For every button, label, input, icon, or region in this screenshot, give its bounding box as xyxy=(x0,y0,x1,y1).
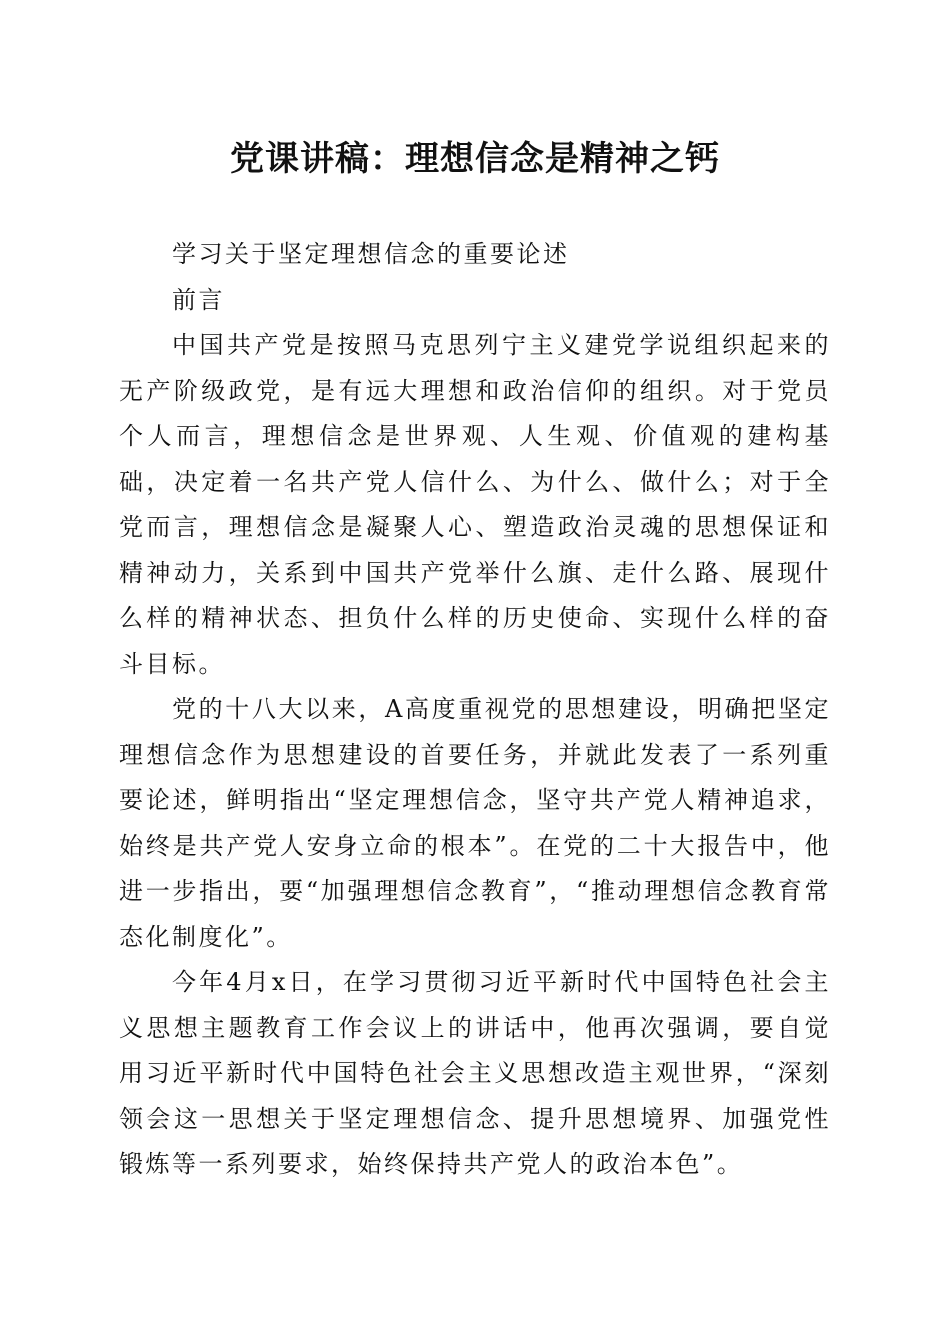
subtitle-line: 学习关于坚定理想信念的重要论述 xyxy=(172,240,570,268)
paragraph-3: 今年4月x日，在学习贯彻习近平新时代中国特色社会主义思想主题教育工作会议上的讲话中，他再次强调，要自觉用习近平新时代中国特色社会主义思想改造主观世界，“深刻领会这一思想关于坚定理想信念、提升思想境界、加强党性锻炼等一系列要求，始终保持共产党人的政治本色”。 xyxy=(119,968,831,1178)
paragraph-1: 中国共产党是按照马克思列宁主义建党学说组织起来的无产阶级政党，是有远大理想和政治信仰的组织。对于党员个人而言，理想信念是世界观、人生观、价值观的建构基础，决定着一名共产党人信什么、为什么、做什么；对于全党而言，理想信念是凝聚人心、塑造政治灵魂的思想保证和精神动力，关系到中国共产党举什么旗、走什么路、展现什么样的精神状态、担负什么样的历史使命、实现什么样的奋斗目标。 xyxy=(119,331,831,678)
preface-heading: 前言 xyxy=(172,285,225,314)
paragraph-2: 党的十八大以来，A高度重视党的思想建设，明确把坚定理想信念作为思想建设的首要任务，并就此发表了一系列重要论述，鲜明指出“坚定理想信念，坚守共产党人精神追求，始终是共产党人安身立命的根本”。在党的二十大报告中，他进一步指出，要“加强理想信念教育”，“推动理想信念教育常态化制度化”。 xyxy=(119,695,831,951)
document-title: 党课讲稿：理想信念是精神之钙 xyxy=(230,139,720,179)
document-body xyxy=(119,232,831,1188)
